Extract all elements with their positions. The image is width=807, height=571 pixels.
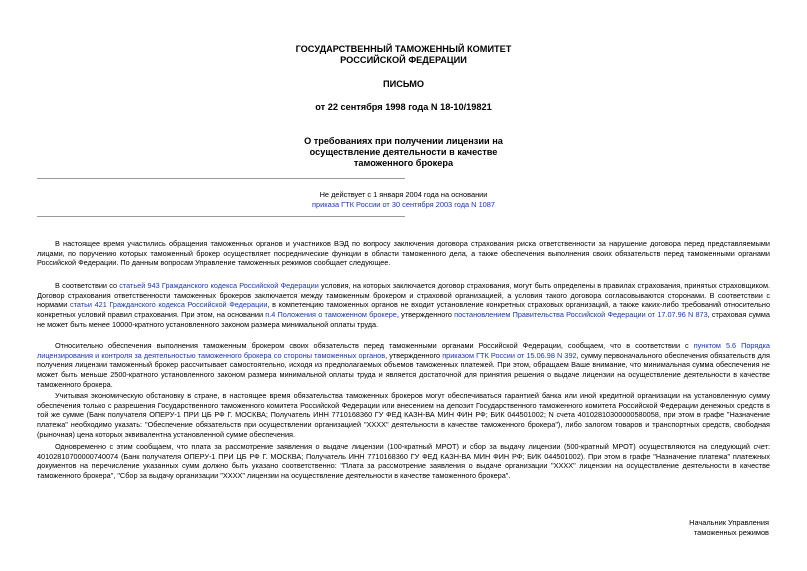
status-order-link[interactable]: приказа ГТК России от 30 сентября 2003 года N 1087 bbox=[311, 200, 496, 209]
p2-text-5: , страховая сумма не может быть менее 10000-кратного установленного законом размера минимальной оплаты труда. bbox=[37, 310, 770, 329]
paragraph-1 bbox=[37, 239, 770, 268]
paragraph-1-text: В настоящее время участились обращения таможенных органов и участников ВЭД по вопросу заключения договора страхования риска ответственности за нарушение договора перед представляемыми лицами, по поручению которых таможенный брокер осуществляет посреднические функции в области таможенного дела, а также обеспечения выполнения своих обязательств перед таможенными органами Российской Федерации. По данным вопросам Управление таможенных режимов сообщает следующее. bbox=[37, 239, 770, 268]
document-type: ПИСЬМО bbox=[382, 79, 425, 89]
p2-text-4: , утвержденного bbox=[396, 310, 455, 320]
paragraph-2 bbox=[37, 281, 770, 330]
paragraph-4-text: Учитывая экономическую обстановку в стране, в настоящее время обязательства таможенных брокеров могут обеспечиваться гарантией банка или иной кредитной организации на установленную сумму обеспечения только с разрешения Государственного таможенного комитета Российской Федерации или внесением на депозит Государственного таможенного комитета Российской Федерации денежных средств в той же сумме (Банк получателя ОПЕРУ-1 ПРИ ЦБ РФ Г. МОСКВА; Получатель ИНН 7710168360 ГУ ФЕД КАЗН-ВА МИН ФИН РФ; БИК 044501002; N счета 40102810300000580058, при этом в графе "Назначение платежа" необходимо указать: "Обеспечение обязательств при осуществлении организацией "XXXX" деятельности в качестве таможенного брокера"), либо залогом товаров и транспортных средств, свободная (рыночная) цена которых эквивалентна установленной сумме обеспечения. bbox=[37, 391, 770, 439]
p3-text-1: Относительно обеспечения выполнения таможенным брокером своих обязательств перед таможенными органами Российской Федерации, сообщаем, что в соответствии с bbox=[55, 341, 694, 350]
org-name-line1: ГОСУДАРСТВЕННЫЙ ТАМОЖЕННЫЙ КОМИТЕТ bbox=[295, 44, 512, 54]
link-customs-broker-regulation[interactable]: п.4 Положения о таможенном брокере bbox=[265, 310, 397, 320]
link-licensing-procedure-5-6[interactable]: пунктом 5.6 Порядка лицензирования и контроля за деятельностью таможенного брокера со стороны таможенных органов bbox=[37, 341, 770, 360]
link-government-decree-873[interactable]: постановлением Правительства Российской Федерации от 17.07.96 N 873 bbox=[454, 310, 708, 320]
paragraph-5 bbox=[37, 442, 770, 481]
validity-status bbox=[0, 190, 807, 210]
document-subject bbox=[0, 136, 807, 169]
p2-text-1: В соответствии со bbox=[55, 281, 120, 290]
signature-line1: Начальник Управления bbox=[689, 518, 769, 527]
p3-text-2: , утвержденного bbox=[385, 350, 443, 360]
issuing-organization bbox=[0, 44, 807, 66]
document-date-number: от 22 сентября 1998 года N 18-10/19821 bbox=[315, 102, 492, 112]
subject-line3: таможенного брокера bbox=[353, 158, 454, 168]
p2-text-3: , в компетенцию таможенных органов не входит установление конкретных страховых организаций, а также каких-либо требований относительно конкретных условий правил страхования. При этом, на основании bbox=[37, 300, 771, 320]
subject-line1: О требованиях при получении лицензии на bbox=[304, 136, 503, 146]
subject-line2: осуществление деятельности в качестве bbox=[309, 147, 498, 157]
signature-line2: таможенных режимов bbox=[693, 528, 769, 537]
p2-text-2: условия, на которых заключается договор страхования, могут быть определены в правилах страхования, принятых страховщиком. Договор страхования ответственности таможенных брокеров заключается между таможенным брокером и страховой организацией, а условия такого договора согласовываются сторонами. В соответствии с нормами bbox=[37, 281, 771, 310]
paragraph-3 bbox=[37, 341, 770, 390]
paragraph-4 bbox=[37, 391, 770, 440]
paragraph-5-text: Одновременно с этим сообщаем, что плата за рассмотрение заявления о выдаче лицензии (100-кратный МРОТ) и сбор за выдачу лицензии (500-кратный МРОТ) осуществляются на следующий счет: 40102810700000740074 (Банк получателя ОПЕРУ-1 ПРИ ЦБ РФ Г. МОСКВА; Получатель ИНН 7710168360 ГУ ФЕД КАЗН-ВА МИН ФИН РФ; БИК 044501002). При этом в графе "Назначение платежа" платежных документов на перечисление указанных сумм должно быть указано соответственно: "Плата за рассмотрение заявления о выдаче организации "XXXX" лицензии на осуществление деятельности в качестве таможенного брокера", "Сбор за выдачу организации "XXXX" лицензии на осуществление деятельности в качестве таможенного брокера". bbox=[37, 442, 770, 481]
p3-text-3: , сумму первоначального обеспечения обязательств для получения лицензии таможенный брокер рассчитывает самостоятельно, исходя из предполагаемых объемов таможенных платежей. При этом, обращаем Ваше внимание, что минимальная сумма обеспечения не может быть меньше 2500-кратного установленного законом размера минимальной оплаты труда и является достаточной для принятия решения о выдаче лицензии на осуществление деятельности в качестве таможенного брокера. bbox=[37, 350, 771, 389]
org-name-line2: РОССИЙСКОЙ ФЕДЕРАЦИИ bbox=[340, 55, 467, 65]
link-civil-code-art-421[interactable]: статьи 421 Гражданского кодекса Российской Федерации bbox=[69, 300, 268, 310]
signature-block bbox=[689, 518, 769, 538]
link-civil-code-art-943[interactable]: статьей 943 Гражданского кодекса Российской Федерации bbox=[119, 281, 319, 290]
divider-bottom bbox=[37, 216, 405, 217]
link-gtk-order-392[interactable]: приказом ГТК России от 15.06.98 N 392 bbox=[442, 350, 577, 360]
divider-top bbox=[37, 178, 405, 179]
status-text: Не действует с 1 января 2004 года на основании bbox=[319, 190, 488, 199]
